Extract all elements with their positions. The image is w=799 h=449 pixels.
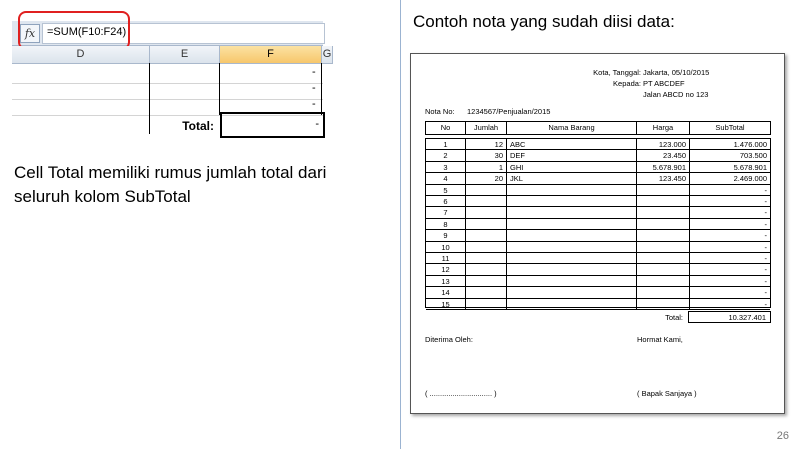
invoice-cell-nama — [507, 287, 637, 298]
invoice-cell-harga: 23.450 — [637, 150, 690, 161]
invoice-cell-nama — [507, 230, 637, 241]
invoice-cell-subtotal: 5.678.901 — [690, 162, 770, 173]
invoice-cell-jumlah — [466, 207, 507, 218]
invoice-row — [426, 299, 770, 310]
invoice-cell-subtotal: 1.476.000 — [690, 139, 770, 150]
cell-value: - — [312, 98, 316, 110]
invoice-cell-jumlah — [466, 299, 507, 310]
invoice-cell-subtotal: - — [690, 242, 770, 253]
invoice-row — [426, 162, 770, 173]
invoice-cell-nama — [507, 242, 637, 253]
formula-text: =SUM(F10:F24) — [47, 26, 127, 38]
regards-label: Hormat Kami, — [637, 335, 683, 344]
invoice-cell-nama — [507, 264, 637, 275]
invoice-cell-nama — [507, 299, 637, 310]
invoice-row — [426, 264, 770, 275]
invoice-cell-no: 13 — [426, 276, 466, 287]
invoice-cell-nama — [507, 196, 637, 207]
slide-divider — [400, 0, 401, 449]
to-name: PT ABCDEF — [643, 79, 685, 88]
invoice-cell-harga — [637, 242, 690, 253]
invoice-cell-subtotal: 2.469.000 — [690, 173, 770, 184]
city-date-value: Jakarta, 05/10/2015 — [643, 68, 710, 77]
invoice-cell-no: 5 — [426, 185, 466, 196]
invoice-cell-no: 9 — [426, 230, 466, 241]
invoice-cell-jumlah — [466, 219, 507, 230]
column-header-e[interactable]: E — [150, 46, 220, 64]
invoice-cell-harga — [637, 230, 690, 241]
invoice-cell-subtotal: 703.500 — [690, 150, 770, 161]
invoice-cell-harga — [637, 276, 690, 287]
invoice-cell-harga — [637, 196, 690, 207]
invoice-cell-nama — [507, 219, 637, 230]
invoice-cell-no: 14 — [426, 287, 466, 298]
invoice-cell-nama — [507, 185, 637, 196]
function-icon[interactable]: fx — [20, 24, 40, 43]
invoice-cell-subtotal: - — [690, 264, 770, 275]
cell-value: - — [312, 66, 316, 78]
invoice-cell-nama: DEF — [507, 150, 637, 161]
invoice-cell-jumlah — [466, 185, 507, 196]
page-number: 26 — [776, 430, 789, 442]
invoice-cell-harga — [637, 299, 690, 310]
invoice-row — [426, 276, 770, 287]
received-signature: ( .............................. ) — [425, 389, 497, 398]
invoice-cell-harga: 5.678.901 — [637, 162, 690, 173]
invoice-row — [426, 207, 770, 218]
header-harga: Harga — [637, 122, 690, 134]
invoice-cell-jumlah — [466, 276, 507, 287]
invoice-cell-subtotal: - — [690, 276, 770, 287]
received-by-label: Diterima Oleh: — [425, 335, 473, 344]
invoice-row — [426, 150, 770, 161]
invoice-cell-nama — [507, 276, 637, 287]
invoice-cell-harga — [637, 219, 690, 230]
invoice-cell-subtotal: - — [690, 219, 770, 230]
invoice-cell-no: 6 — [426, 196, 466, 207]
formula-highlight — [18, 11, 130, 50]
invoice-cell-harga — [637, 264, 690, 275]
header-subtotal: SubTotal — [715, 123, 745, 132]
invoice-cell-subtotal: - — [690, 299, 770, 310]
invoice-cell-subtotal: - — [690, 185, 770, 196]
invoice-cell-no: 10 — [426, 242, 466, 253]
invoice-cell-no: 12 — [426, 264, 466, 275]
invoice-cell-harga — [637, 185, 690, 196]
invoice-row — [426, 219, 770, 230]
cell-value: - — [312, 82, 316, 94]
invoice-row — [426, 242, 770, 253]
invoice-row — [426, 185, 770, 196]
invoice-cell-harga: 123.450 — [637, 173, 690, 184]
header-jumlah: Jumlah — [466, 122, 507, 134]
nota-value: 1234567/Penjualan/2015 — [467, 107, 551, 116]
invoice-row — [426, 196, 770, 207]
invoice-cell-harga: 123.000 — [637, 139, 690, 150]
invoice-cell-jumlah: 12 — [466, 139, 507, 150]
invoice-cell-no: 7 — [426, 207, 466, 218]
city-date-label: Kota, Tanggal: — [593, 68, 641, 77]
invoice-cell-harga — [637, 207, 690, 218]
invoice-cell-jumlah — [466, 287, 507, 298]
invoice-cell-harga — [637, 287, 690, 298]
invoice-row — [426, 230, 770, 241]
left-description: Cell Total memiliki rumus jumlah total dari seluruh kolom SubTotal — [14, 163, 327, 206]
invoice-cell-subtotal: - — [690, 207, 770, 218]
column-header-f[interactable]: F — [220, 46, 322, 64]
column-header-d[interactable]: D — [12, 46, 150, 64]
total-cell-value: - — [315, 118, 319, 130]
invoice-header-row — [425, 121, 771, 135]
to-address: Jalan ABCD no 123 — [643, 90, 709, 99]
invoice-row — [426, 173, 770, 184]
regards-signature: ( Bapak Sanjaya ) — [637, 389, 697, 398]
invoice-cell-no: 2 — [426, 150, 466, 161]
invoice-cell-jumlah — [466, 230, 507, 241]
total-label: Total: — [182, 119, 214, 133]
invoice-cell-subtotal: - — [690, 230, 770, 241]
invoice-total-value: 10.327.401 — [688, 311, 771, 323]
invoice-cell-nama: GHI — [507, 162, 637, 173]
invoice-row — [426, 287, 770, 298]
invoice-cell-no: 4 — [426, 173, 466, 184]
invoice-cell-jumlah — [466, 253, 507, 264]
nota-label: Nota No: — [425, 107, 455, 116]
invoice-cell-subtotal: - — [690, 196, 770, 207]
invoice-row — [426, 139, 770, 150]
invoice-cell-nama: ABC — [507, 139, 637, 150]
invoice-cell-jumlah — [466, 264, 507, 275]
invoice-body — [425, 138, 771, 308]
column-header-g[interactable]: G — [322, 46, 333, 64]
total-cell[interactable] — [220, 112, 325, 138]
invoice-cell-no: 15 — [426, 299, 466, 310]
invoice-cell-jumlah: 30 — [466, 150, 507, 161]
header-nama-barang: Nama Barang — [507, 122, 637, 134]
invoice-cell-no: 3 — [426, 162, 466, 173]
invoice-cell-no: 1 — [426, 139, 466, 150]
invoice-cell-harga — [637, 253, 690, 264]
invoice-cell-nama — [507, 253, 637, 264]
invoice-cell-no: 8 — [426, 219, 466, 230]
invoice-cell-subtotal: - — [690, 287, 770, 298]
invoice-cell-jumlah: 1 — [466, 162, 507, 173]
invoice-cell-jumlah — [466, 196, 507, 207]
invoice-cell-jumlah: 20 — [466, 173, 507, 184]
right-heading: Contoh nota yang sudah diisi data: — [413, 12, 675, 31]
invoice-row — [426, 253, 770, 264]
invoice-cell-nama — [507, 207, 637, 218]
invoice-paper — [410, 53, 785, 414]
invoice-cell-subtotal: - — [690, 253, 770, 264]
to-label: Kepada: — [613, 79, 641, 88]
invoice-total-label: Total: — [665, 313, 683, 322]
header-no: No — [426, 122, 466, 134]
invoice-cell-jumlah — [466, 242, 507, 253]
invoice-cell-nama: JKL — [507, 173, 637, 184]
invoice-cell-no: 11 — [426, 253, 466, 264]
